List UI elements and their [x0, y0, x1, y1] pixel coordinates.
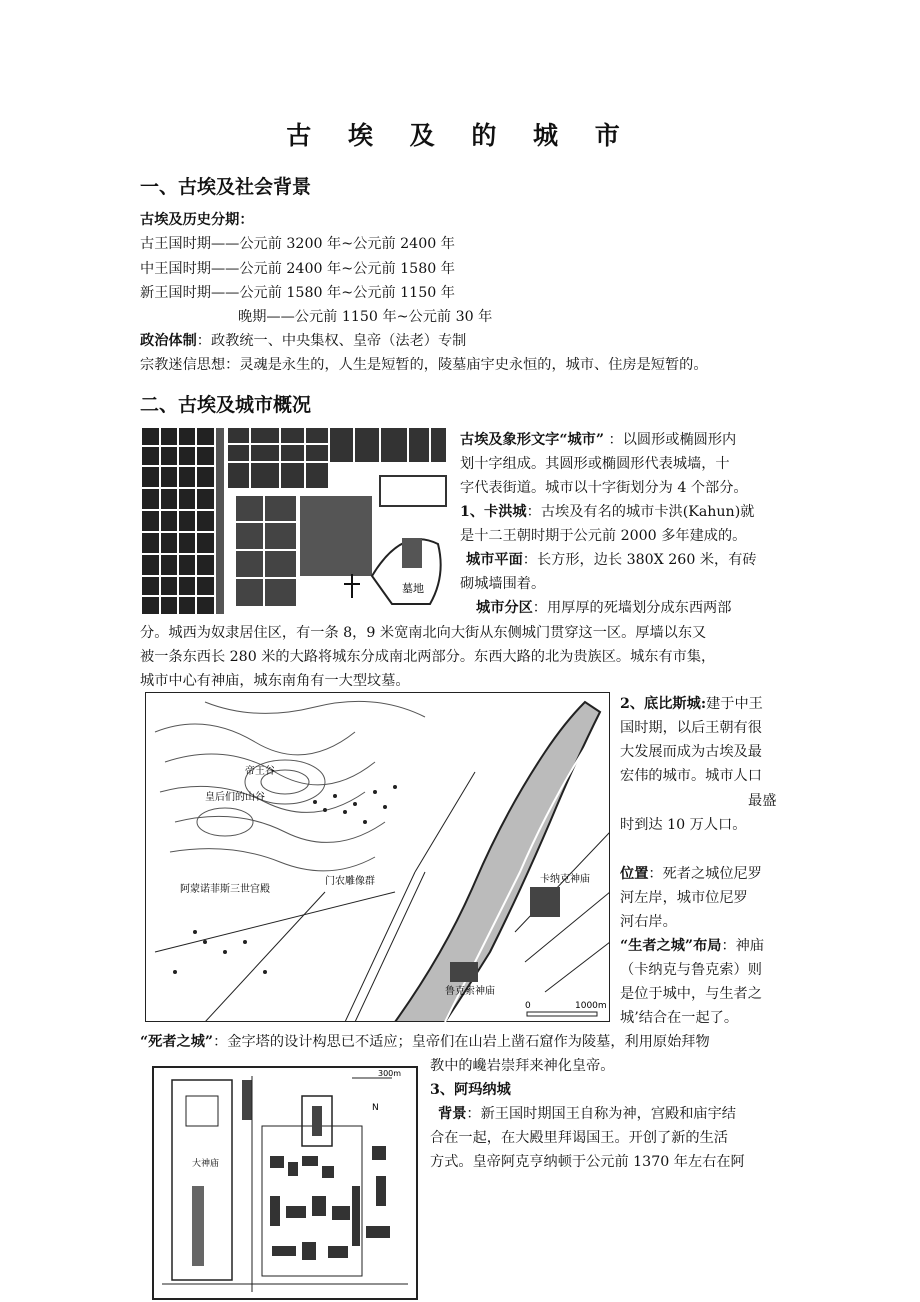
period-late: 晚期——公元前 1150 年~公元前 30 年: [238, 309, 493, 325]
glyph-line-3: 字代表街道。城市以十字街划分为 4 个部分。: [460, 480, 748, 496]
background-line-2: 合在一起，在大殿里拜谒国王。开创了新的生活: [430, 1130, 728, 1146]
background-line-3: 方式。皇帝阿克亨纳顿于公元前 1370 年左右在阿: [430, 1154, 745, 1170]
kahun-label: 1、卡洪城: [460, 504, 527, 520]
politics-line: [140, 329, 466, 353]
glyph-line-1: [460, 428, 736, 452]
periods-label: 古埃及历史分期：: [140, 212, 254, 228]
living-line-2: （卡纳克与鲁克索）则: [620, 962, 762, 978]
thebes-label: 2、底比斯城: [620, 696, 701, 712]
map-label-palace: 阿蒙诺菲斯三世宫殿: [180, 884, 270, 895]
thebes-city-map: [145, 692, 610, 1022]
map-label-karnak: 卡纳克神庙: [540, 874, 590, 885]
map-scale-zero: 0: [525, 1001, 531, 1011]
amarna-map-temple: 大神庙: [192, 1159, 220, 1169]
thebes-text-1: 建于中王: [706, 696, 763, 712]
glyph-label: 古埃及象形文字“城市”: [460, 432, 605, 448]
background-label: 背景: [438, 1106, 467, 1122]
map-label-valley: 帝王谷: [245, 766, 275, 777]
page-title: 古 埃 及 的 城 市: [286, 121, 634, 150]
location-line-3: 河右岸。: [620, 914, 677, 930]
background-line-1: [438, 1102, 736, 1126]
location-line-2: 河左岸，城市位尼罗: [620, 890, 748, 906]
map-label-statues: 门农雕像群: [325, 876, 375, 887]
living-line-3: 是位于城中，与生者之: [620, 986, 762, 1002]
living-line-1: [620, 934, 764, 958]
thebes-line-4: 宏伟的城市。城市人口: [620, 768, 762, 784]
background-text-1: ：新王国时期国王自称为神，宫殿和庙宇结: [466, 1106, 736, 1122]
period-old-kingdom: 古王国时期——公元前 3200 年~公元前 2400 年: [140, 236, 455, 252]
period-new-kingdom: 新王国时期——公元前 1580 年~公元前 1150 年: [140, 285, 455, 301]
kahun-line-1: [460, 500, 754, 524]
dead-line-3: 教中的巉岩崇拜来神化皇帝。: [430, 1058, 615, 1074]
zoning-line-3: 被一条东西长 280 米的大路将城东分成南北两部分。东西大路的北为贵族区。城东有市集，: [140, 649, 716, 665]
thebes-line-2: 国时期，以后王朝有很: [620, 720, 762, 736]
plan-line-2: 砌城墙围着。: [460, 576, 546, 592]
amarna-heading: 3、阿玛纳城: [430, 1082, 511, 1098]
period-middle-kingdom: 中王国时期——公元前 2400 年~公元前 1580 年: [140, 261, 455, 277]
map-scale-end: 1000m: [575, 1001, 607, 1011]
map-label-luxor: 鲁克索神庙: [445, 986, 495, 997]
living-line-4: 城’结合在一起了。: [620, 1010, 739, 1026]
glyph-text-1: ：以圆形或椭圆形内: [604, 432, 737, 448]
amarna-city-map: [152, 1066, 418, 1300]
plan-text-1: ：长方形，边长 380X 260 米，有砖: [522, 552, 757, 568]
dead-text-1: ：金字塔的设计构思已不适应: [213, 1034, 398, 1050]
kahun-city-map: [140, 426, 448, 616]
section2-heading: 二、古埃及城市概况: [140, 394, 312, 416]
amarna-map-north: N: [372, 1103, 379, 1113]
map-label-queens: 皇后们的山谷: [205, 792, 265, 803]
kahun-map-label: 墓地: [402, 582, 424, 595]
politics-text: ：政教统一、中央集权、皇帝（法老）专制: [196, 333, 467, 349]
location-line-1: [620, 862, 762, 886]
living-label: “生者之城”布局: [620, 938, 722, 954]
zoning-text-1: ：用厚厚的死墙划分成东西两部: [532, 600, 732, 616]
zoning-line-4: 城市中心有神庙，城东南角有一大型坟墓。: [140, 673, 410, 689]
kahun-line-2: 是十二王朝时期于公元前 2000 多年建成的。: [460, 528, 747, 544]
living-text-1: ：神庙: [721, 938, 765, 954]
thebes-line-6: 时到达 10 万人口。: [620, 817, 747, 833]
zoning-line-1: [476, 596, 731, 620]
zoning-label: 城市分区: [476, 600, 533, 616]
dead-line-1: [140, 1030, 710, 1054]
section1-heading: 一、古埃及社会背景: [140, 176, 312, 198]
plan-line-1: [466, 548, 757, 572]
religion-line: 宗教迷信思想：灵魂是永生的，人生是短暂的，陵墓庙宇史永恒的，城市、住房是短暂的。: [140, 357, 708, 373]
dead-text-2: ；皇帝们在山岩上凿石窟作为陵墓，利用原始拜物: [397, 1034, 710, 1050]
thebes-line-1: 2、底比斯城:建于中王: [620, 696, 763, 712]
zoning-line-2: 分。城西为奴隶居住区，有一条 8，9 米宽南北向大街从东侧城门贯穿这一区。厚墙以东又: [140, 625, 707, 641]
location-text-1: ：死者之城位尼罗: [648, 866, 762, 882]
thebes-line-3: 大发展而成为古埃及最: [620, 744, 762, 760]
dead-label: “死者之城”: [140, 1034, 214, 1050]
glyph-line-2: 划十字组成。其圆形或椭圆形代表城墙，十: [460, 456, 730, 472]
politics-label: 政治体制: [140, 333, 197, 349]
thebes-line-5: 最盛: [748, 793, 777, 809]
location-label: 位置: [620, 866, 649, 882]
plan-label: 城市平面: [466, 552, 523, 568]
amarna-map-scale: 300m: [378, 1069, 402, 1078]
kahun-text-1: ：古埃及有名的城市卡洪(Kahun)就: [526, 504, 755, 520]
